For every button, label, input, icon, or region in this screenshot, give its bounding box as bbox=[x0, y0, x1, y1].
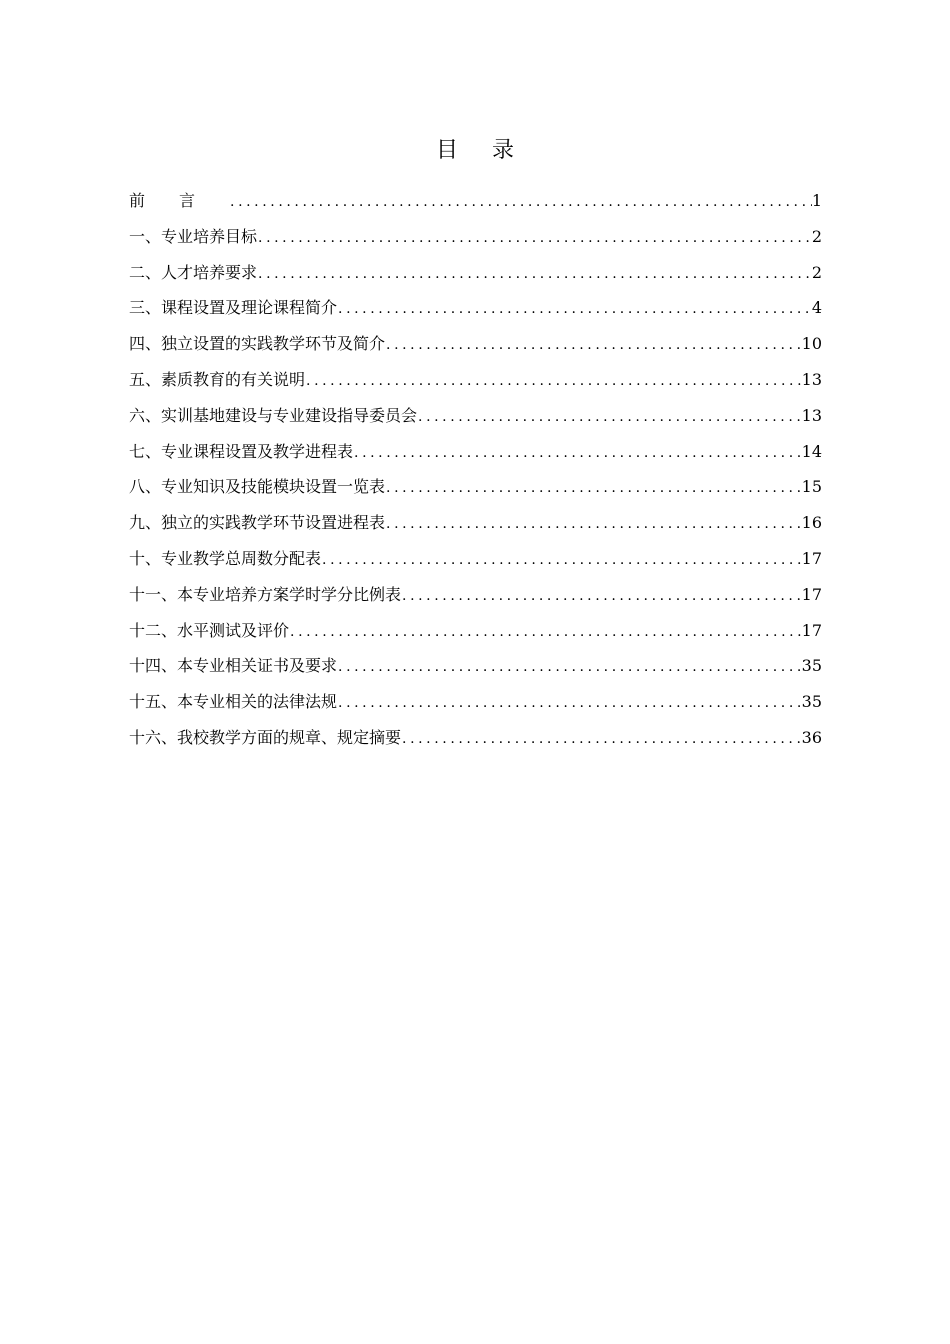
toc-dot-leader bbox=[385, 509, 802, 539]
toc-dot-leader bbox=[289, 617, 802, 647]
toc-entry-page: 35 bbox=[801, 656, 822, 676]
toc-entry-label: 四、独立设置的实践教学环节及简介 bbox=[129, 334, 386, 354]
toc-entry[interactable] bbox=[129, 401, 822, 437]
toc-entry-page: 4 bbox=[811, 298, 822, 318]
toc-entry-page: 17 bbox=[801, 584, 822, 604]
toc-dot-leader bbox=[353, 438, 802, 468]
toc-entry-label: 一、专业培养目标 bbox=[129, 226, 258, 246]
toc-dot-leader bbox=[257, 259, 812, 289]
toc-entry-label: 十二、水平测试及评价 bbox=[129, 620, 290, 640]
toc-entry-page: 17 bbox=[801, 620, 822, 640]
toc-entry-page: 2 bbox=[811, 262, 822, 282]
toc-entry[interactable] bbox=[129, 723, 822, 759]
toc-entry-page: 13 bbox=[801, 369, 822, 389]
toc-entry-label: 二、人才培养要求 bbox=[129, 262, 258, 282]
toc-entry[interactable] bbox=[129, 258, 822, 294]
toc-entry-page: 14 bbox=[801, 441, 822, 461]
toc-entry-label: 七、专业课程设置及教学进程表 bbox=[129, 441, 354, 461]
toc-dot-leader bbox=[337, 294, 812, 324]
toc-entry[interactable] bbox=[129, 508, 822, 544]
toc-entry-label: 三、课程设置及理论课程简介 bbox=[129, 298, 338, 318]
toc-entry-label: 八、专业知识及技能模块设置一览表 bbox=[129, 477, 386, 497]
toc-entry[interactable] bbox=[129, 472, 822, 508]
toc-entry-label: 五、素质教育的有关说明 bbox=[129, 369, 306, 389]
toc-entry-label: 十、专业教学总周数分配表 bbox=[129, 548, 322, 568]
toc-entry-page: 16 bbox=[801, 513, 822, 533]
toc-list bbox=[129, 186, 822, 759]
toc-title: 目录 bbox=[435, 138, 548, 163]
toc-entry[interactable] bbox=[129, 222, 822, 258]
toc-entry[interactable] bbox=[129, 293, 822, 329]
toc-entry-label: 十四、本专业相关证书及要求 bbox=[129, 656, 338, 676]
toc-entry[interactable] bbox=[129, 437, 822, 473]
toc-dot-leader bbox=[337, 652, 802, 682]
toc-entry-label: 十六、我校教学方面的规章、规定摘要 bbox=[129, 727, 402, 747]
toc-dot-leader bbox=[321, 545, 802, 575]
toc-entry[interactable] bbox=[129, 651, 822, 687]
toc-dot-leader bbox=[417, 402, 802, 432]
toc-entry-label: 六、实训基地建设与专业建设指导委员会 bbox=[129, 405, 418, 425]
toc-dot-leader bbox=[229, 187, 812, 217]
toc-dot-leader bbox=[401, 581, 802, 611]
toc-entry-label: 九、独立的实践教学环节设置进程表 bbox=[129, 513, 386, 533]
toc-entry-label: 十五、本专业相关的法律法规 bbox=[129, 692, 338, 712]
toc-entry-label: 前言 bbox=[129, 191, 230, 210]
toc-entry-page: 36 bbox=[801, 727, 822, 747]
toc-entry-page: 17 bbox=[801, 548, 822, 568]
toc-dot-leader bbox=[257, 223, 812, 253]
toc-entry[interactable] bbox=[129, 687, 822, 723]
toc-entry[interactable] bbox=[129, 544, 822, 580]
toc-dot-leader bbox=[305, 366, 802, 396]
toc-entry-page: 13 bbox=[801, 405, 822, 425]
toc-entry-label: 十一、本专业培养方案学时学分比例表 bbox=[129, 584, 402, 604]
toc-dot-leader bbox=[337, 688, 802, 718]
toc-entry-page: 2 bbox=[811, 226, 822, 246]
toc-entry[interactable] bbox=[129, 365, 822, 401]
toc-dot-leader bbox=[385, 473, 802, 503]
toc-dot-leader bbox=[385, 330, 802, 360]
toc-entry-page: 35 bbox=[801, 692, 822, 712]
toc-entry[interactable] bbox=[129, 186, 822, 222]
toc-entry[interactable] bbox=[129, 580, 822, 616]
toc-entry-page: 1 bbox=[811, 191, 822, 210]
toc-entry-page: 10 bbox=[801, 334, 822, 354]
toc-entry[interactable] bbox=[129, 616, 822, 652]
toc-dot-leader bbox=[401, 724, 802, 754]
toc-entry-page: 15 bbox=[801, 477, 822, 497]
toc-entry[interactable] bbox=[129, 329, 822, 365]
